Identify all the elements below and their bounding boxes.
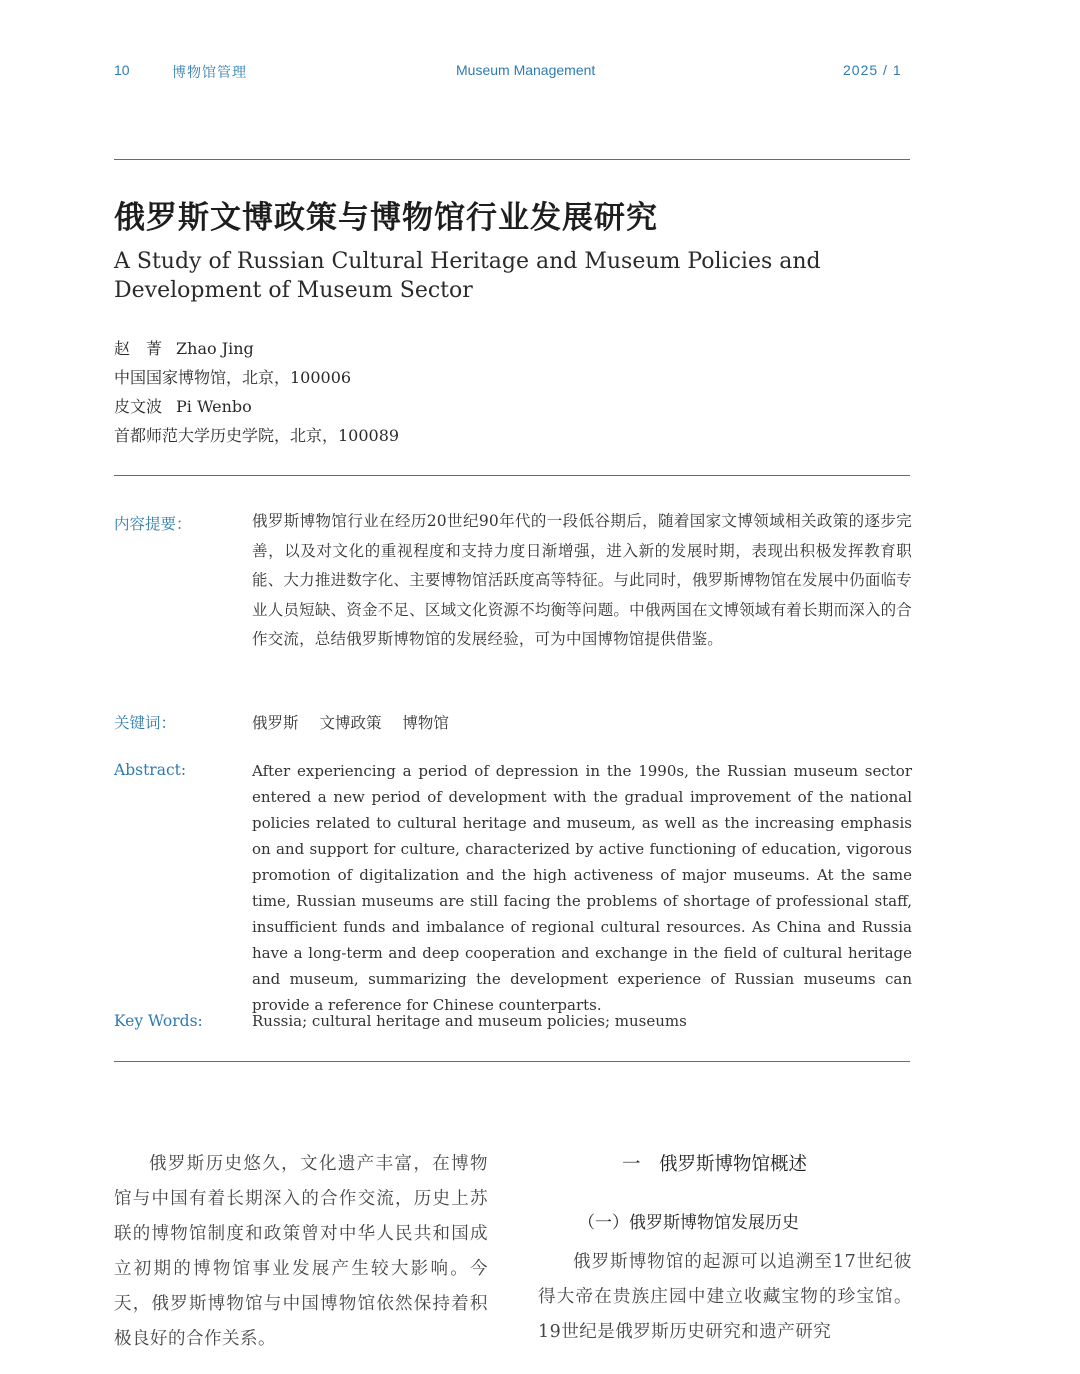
keyword-cn-item: 博物馆 bbox=[402, 714, 449, 732]
author-2 bbox=[114, 392, 399, 421]
author-1-affiliation: 中国国家博物馆，北京，100006 bbox=[114, 368, 352, 387]
journal-name-en: Museum Management bbox=[456, 62, 596, 78]
abstract-bottom-divider bbox=[114, 1061, 910, 1062]
intro-paragraph: 俄罗斯历史悠久，文化遗产丰富，在博物馆与中国有着长期深入的合作交流，历史上苏联的博物馆制度和政策曾对中华人民共和国成立初期的博物馆事业发展产生较大影响。今天，俄罗斯博物馆与中国博物馆依然保持着积极良好的合作关系。 bbox=[114, 1154, 488, 1349]
author-2-affiliation: 首都师范大学历史学院，北京，100089 bbox=[114, 426, 400, 445]
journal-name-cn: 博物馆管理 bbox=[172, 64, 247, 80]
abstract-cn-label: 内容提要： bbox=[114, 515, 192, 533]
article-title-cn: 俄罗斯文博政策与博物馆行业发展研究 bbox=[114, 200, 658, 236]
article-title-en: A Study of Russian Cultural Heritage and Museum Policies and Development of Museum Sector bbox=[114, 249, 821, 303]
section-heading: 一 俄罗斯博物馆概述 bbox=[622, 1154, 808, 1175]
author-2-name-en: Pi Wenbo bbox=[176, 397, 252, 416]
abstract-en-label: Abstract: bbox=[114, 761, 187, 779]
section-paragraph: 俄罗斯博物馆的起源可以追溯至17世纪彼得大帝在贵族庄园中建立收藏宝物的珍宝馆。19世纪是俄罗斯历史研究和遗产研究 bbox=[538, 1252, 912, 1342]
author-1-name-cn: 赵 菁 bbox=[114, 339, 163, 358]
author-1-name-en: Zhao Jing bbox=[176, 339, 254, 358]
keyword-cn-item: 俄罗斯 bbox=[252, 714, 299, 732]
subsection-heading: （一）俄罗斯博物馆发展历史 bbox=[578, 1213, 799, 1233]
keywords-en-text: Russia; cultural heritage and museum policies; museums bbox=[252, 1012, 687, 1030]
top-divider bbox=[114, 159, 910, 160]
page-number: 10 bbox=[114, 62, 130, 78]
abstract-en-text: After experiencing a period of depression in the 1990s, the Russian museum sector entered a new period of development with the gradual improvement of the national policies related to cultural heritage and museum, as well as the increasing emphasis on and support for culture, characterized by active functioning of education, vigorous promotion of digitalization and the high activeness of major museums. At the same time, Russian museums are still facing the problems of shortage of professional staff, insufficient funds and imbalance of regional cultural resources. As China and Russia have a long-term and deep cooperation and exchange in the field of cultural heritage and museum, summarizing the development experience of Russian museums can provide a reference for Chinese counterparts. bbox=[252, 762, 912, 1014]
keywords-cn-label: 关键词： bbox=[114, 714, 177, 732]
keywords-cn-list bbox=[252, 711, 465, 733]
keyword-cn-item: 文博政策 bbox=[319, 714, 382, 732]
issue-number: 2025 / 1 bbox=[843, 62, 902, 78]
abstract-cn-text: 俄罗斯博物馆行业在经历20世纪90年代的一段低谷期后，随着国家文博领域相关政策的逐步完善，以及对文化的重视程度和支持力度日渐增强，进入新的发展时期，表现出积极发挥教育职能、大力推进数字化、主要博物馆活跃度高等特征。与此同时，俄罗斯博物馆在发展中仍面临专业人员短缺、资金不足、区域文化资源不均衡等问题。中俄两国在文博领域有着长期而深入的合作交流，总结俄罗斯博物馆的发展经验，可为中国博物馆提供借鉴。 bbox=[252, 512, 912, 648]
author-1 bbox=[114, 334, 399, 363]
keywords-en-label: Key Words: bbox=[114, 1012, 203, 1030]
author-2-name-cn: 皮文波 bbox=[114, 397, 163, 416]
abstract-top-divider bbox=[114, 475, 910, 476]
author-block bbox=[114, 334, 399, 450]
